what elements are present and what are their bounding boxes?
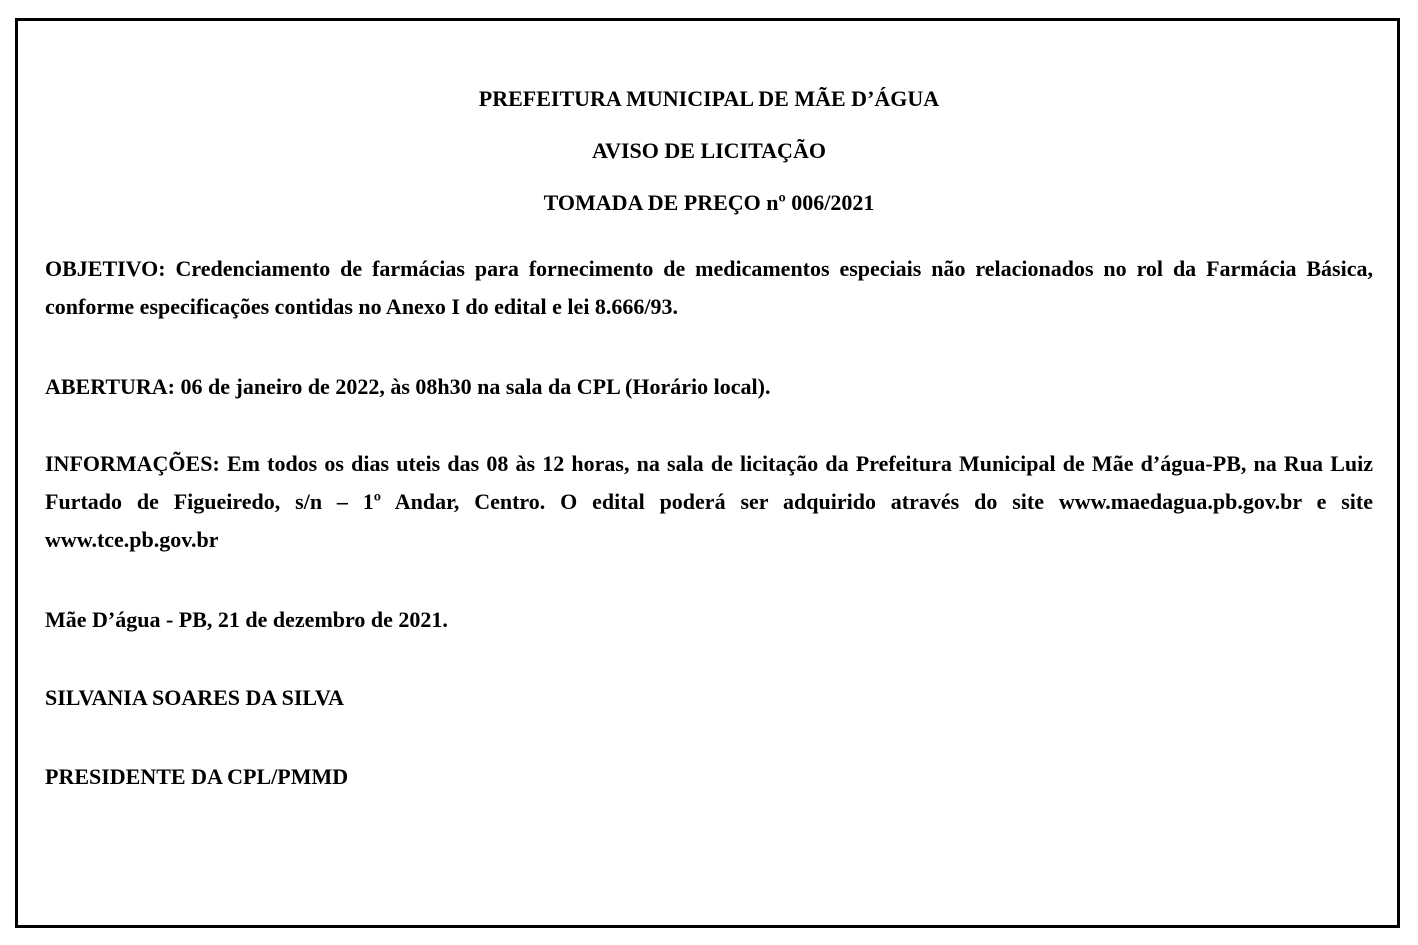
objetivo-text: Credenciamento de farmácias para fornecimento de medicamentos especiais não relacionados no rol da Farmácia Básica, conforme especificações contidas no Anexo I do edital e lei 8.666/93. bbox=[45, 256, 1373, 319]
place-date: Mãe D’água - PB, 21 de dezembro de 2021. bbox=[45, 607, 448, 632]
informacoes-label: INFORMAÇÕES: bbox=[45, 451, 220, 476]
signatory-role: PRESIDENTE DA CPL/PMMD bbox=[45, 764, 349, 789]
informacoes-paragraph bbox=[45, 445, 1373, 559]
informacoes-text: Em todos os dias uteis das 08 às 12 horas, na sala de licitação da Prefeitura Municipal de Mãe d’água-PB, na Rua Luiz Furtado de Figueiredo, s/n – 1º Andar, Centro. O edital poderá ser adquirido através do site www.maedagua.pb.gov.br e site www.tce.pb.gov.br bbox=[45, 451, 1374, 552]
process-number-title: TOMADA DE PREÇO nº 006/2021 bbox=[543, 190, 875, 215]
institution-title: PREFEITURA MUNICIPAL DE MÃE D’ÁGUA bbox=[478, 86, 940, 111]
notice-type-title: AVISO DE LICITAÇÃO bbox=[592, 138, 826, 163]
signatory-name: SILVANIA SOARES DA SILVA bbox=[45, 685, 344, 710]
abertura-paragraph bbox=[45, 374, 1373, 400]
objetivo-paragraph bbox=[45, 250, 1373, 326]
abertura-text: 06 de janeiro de 2022, às 08h30 na sala da CPL (Horário local). bbox=[180, 374, 771, 399]
objetivo-label: OBJETIVO: bbox=[45, 256, 166, 281]
abertura-label: ABERTURA: bbox=[45, 374, 176, 399]
